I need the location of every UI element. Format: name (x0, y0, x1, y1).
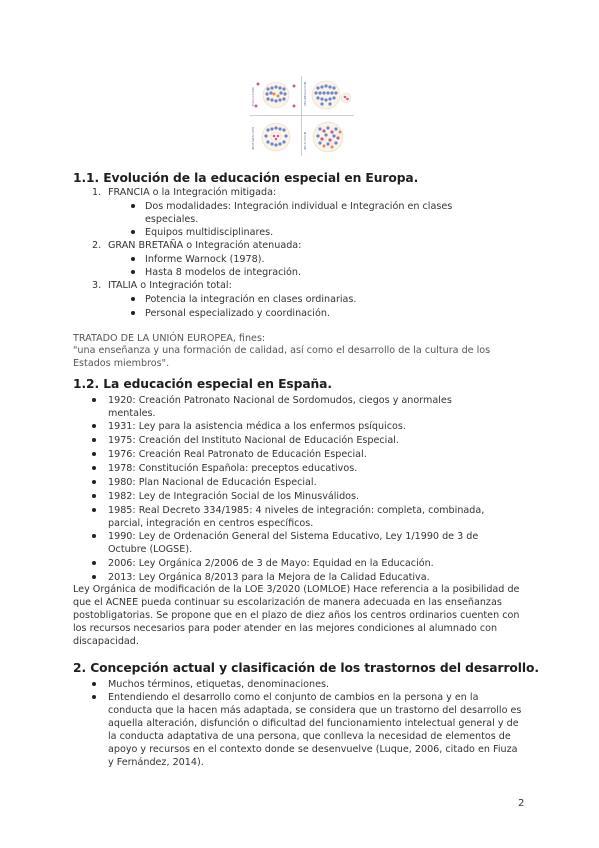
bullet-icon (92, 466, 96, 470)
list-subitem: Informe Warnock (1978). (145, 254, 265, 265)
list-subitem: Hasta 8 modelos de integración. (145, 267, 302, 278)
list-subitem: Personal especializado y coordinación. (145, 308, 330, 319)
bullet-icon (92, 452, 96, 456)
inclusion-diagram-figure (250, 76, 354, 156)
list-item: 2006: Ley Orgánica 2/2006 de 3 de Mayo: Equidad en la Educación. (108, 558, 434, 569)
list-item: 1931: Ley para la asistencia médica a los enfermos psíquicos. (108, 421, 406, 432)
list-item: 1976: Creación Real Patronato de Educación Especial. (108, 449, 367, 460)
integration-quadrant (262, 123, 290, 151)
bullet-icon (92, 508, 96, 512)
figure-label-integration: INTEGRACIÓN (251, 127, 255, 150)
exclusion-quadrant (255, 82, 296, 108)
list-item: Muchos términos, etiquetas, denominaciones. (108, 679, 330, 690)
bullet-icon (92, 398, 96, 402)
treaty-title: TRATADO DE LA UNIÓN EUROPEA, fines: (73, 333, 266, 344)
list-item: 1982: Ley de Integración Social de los Minusválidos. (108, 491, 360, 502)
inclusion-diagram-image (250, 76, 354, 156)
bullet-icon (131, 297, 135, 301)
list-item-britain: GRAN BRETAÑA o Integración atenuada: (108, 240, 302, 251)
list-item: 1975: Creación del Instituto Nacional de Educación Especial. (108, 435, 399, 446)
list-subitem: Dos modalidades: Integración individual e Integración en clases especiales. (145, 201, 453, 225)
bullet-icon (131, 230, 135, 234)
list-item-france: FRANCIA o la Integración mitigada: (108, 187, 277, 198)
bullet-icon (92, 695, 96, 699)
bullet-icon (92, 494, 96, 498)
segregation-quadrant (312, 81, 351, 109)
bullet-icon (92, 438, 96, 442)
list-item: 1920: Creación Patronato Nacional de Sordomudos, ciegos y anormales mentales. (108, 395, 452, 419)
figure-divider-horizontal (250, 115, 354, 116)
inclusion-quadrant (313, 122, 343, 152)
list-item: 1980: Plan Nacional de Educación Especial. (108, 477, 317, 488)
figure-label-exclusion: EXCLUSIÓN (251, 87, 255, 106)
figure-divider-vertical (301, 76, 302, 156)
list-number: 1. (92, 187, 102, 198)
list-number: 2. (92, 240, 102, 251)
bullet-icon (92, 682, 96, 686)
lomloe-paragraph: Ley Orgánica de modificación de la LOE 3/2020 (LOMLOE) Hace referencia a la posibilidad de que el ACNEE pueda continuar su escolarización de manera adecuada en las enseñanzas postobligatorias. Se propone que en el plazo de diez años los centros ordinarios cuenten con los recursos necesarios para poder atender en las mejores condiciones al alumnado con discapacidad. (73, 584, 520, 647)
section-heading-disorders: 2. Concepción actual y clasificación de los trastornos del desarrollo. (73, 661, 539, 675)
bullet-icon (131, 204, 135, 208)
list-item: 2013: Ley Orgánica 8/2013 para la Mejora de la Calidad Educativa. (108, 572, 430, 583)
figure-label-inclusion: INCLUSIÓN (303, 131, 307, 150)
bullet-icon (92, 534, 96, 538)
treaty-quote: "una enseñanza y una formación de calidad, así como el desarrollo de la cultura de los Estados miembros". (73, 345, 491, 369)
section-heading-spain: 1.2. La educación especial en España. (73, 377, 332, 391)
list-item-definition: Entendiendo el desarrollo como el conjunto de cambios en la persona y en la conducta que la hacen más adaptada, se considera que un trastorno del desarrollo es aquella alteración, disfunción o dificultad del funcionamiento intelectual general y de la conducta adaptativa de una persona, que conlleva la necesidad de elementos de apoyo y recursos en el contexto donde se desenvuelve (Luque, 2006, citado en Fiuza y Fernández, 2014). (108, 692, 522, 768)
bullet-icon (92, 480, 96, 484)
bullet-icon (92, 424, 96, 428)
list-item: 1978: Constitución Española: preceptos educativos. (108, 463, 358, 474)
figure-label-segregation: SEGREGACIÓN (303, 81, 307, 106)
page-number: 2 (518, 798, 525, 809)
list-number: 3. (92, 280, 102, 291)
bullet-icon (131, 311, 135, 315)
bullet-icon (131, 270, 135, 274)
list-item: 1990: Ley de Ordenación General del Sistema Educativo, Ley 1/1990 de 3 de Octubre (LOGSE). (108, 531, 479, 555)
bullet-icon (92, 575, 96, 579)
bullet-icon (131, 257, 135, 261)
list-subitem: Potencia la integración en clases ordinarias. (145, 294, 357, 305)
bullet-icon (92, 561, 96, 565)
list-item: 1985: Real Decreto 334/1985: 4 niveles de integración: completa, combinada, parcial, integración en centros específicos. (108, 505, 485, 529)
list-item-italy: ITALIA o Integración total: (108, 280, 232, 291)
section-heading-europe: 1.1. Evolución de la educación especial en Europa. (73, 171, 419, 185)
list-subitem: Equipos multidisciplinares. (145, 227, 274, 238)
